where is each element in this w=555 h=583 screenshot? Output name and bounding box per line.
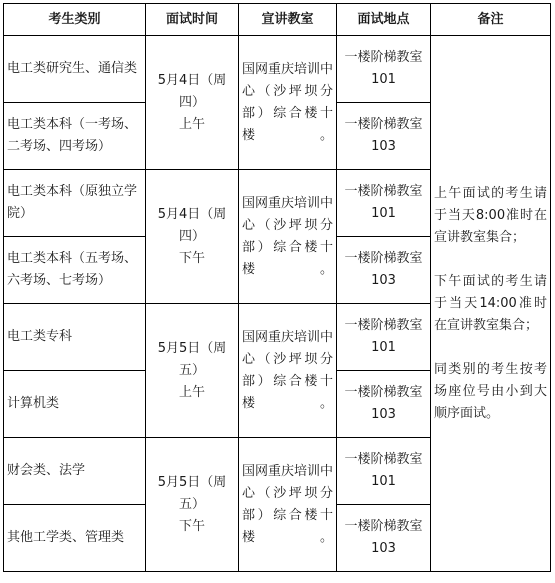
header-category: 考生类别	[4, 4, 146, 36]
category-cell: 电工类本科（一考场、二考场、四考场）	[4, 103, 146, 170]
location-cell	[337, 237, 431, 304]
interview-date: 5月4日（周四）	[157, 72, 227, 110]
location-number: 101	[371, 72, 396, 87]
header-note: 备注	[431, 4, 551, 36]
interview-period: 下午	[178, 250, 205, 266]
location-number: 101	[371, 340, 396, 355]
location-cell	[337, 170, 431, 237]
category-cell: 电工类本科（五考场、六考场、七考场）	[4, 237, 146, 304]
interview-time-cell	[146, 36, 239, 170]
location-name: 一楼阶梯教室	[344, 184, 423, 199]
location-name: 一楼阶梯教室	[344, 452, 423, 467]
briefing-room-cell: 国网重庆培训中心（沙坪坝分部）综合楼十楼。	[239, 170, 337, 304]
location-number: 103	[371, 541, 396, 556]
location-cell	[337, 371, 431, 438]
location-number: 101	[371, 474, 396, 489]
interview-period: 下午	[178, 518, 205, 534]
note-order: 同类别的考生按考场座位号由小到大顺序面试。	[434, 361, 547, 421]
location-number: 103	[371, 273, 396, 288]
header-location: 面试地点	[337, 4, 431, 36]
note-morning: 上午面试的考生请于当天8:00准时在宣讲教室集合；	[434, 185, 547, 245]
location-cell	[337, 304, 431, 371]
location-cell	[337, 36, 431, 103]
briefing-room-cell: 国网重庆培训中心（沙坪坝分部）综合楼十楼。	[239, 304, 337, 438]
interview-period: 上午	[178, 116, 205, 132]
location-name: 一楼阶梯教室	[344, 117, 423, 132]
category-cell: 电工类本科（原独立学院）	[4, 170, 146, 237]
header-row	[4, 4, 551, 36]
location-cell	[337, 438, 431, 505]
location-number: 101	[371, 206, 396, 221]
note-afternoon: 下午面试的考生请于当天14:00准时在宣讲教室集合；	[434, 273, 547, 333]
location-name: 一楼阶梯教室	[344, 519, 423, 534]
category-cell: 其他工学类、管理类	[4, 505, 146, 572]
location-cell	[337, 505, 431, 572]
header-room: 宣讲教室	[239, 4, 337, 36]
location-name: 一楼阶梯教室	[344, 50, 423, 65]
location-number: 103	[371, 139, 396, 154]
interview-schedule-table	[3, 3, 551, 572]
location-number: 103	[371, 407, 396, 422]
location-cell	[337, 103, 431, 170]
category-cell: 财会类、法学	[4, 438, 146, 505]
category-cell: 计算机类	[4, 371, 146, 438]
interview-time-cell	[146, 438, 239, 572]
interview-date: 5月5日（周五）	[157, 340, 227, 378]
table-row	[4, 36, 551, 103]
interview-date: 5月4日（周四）	[157, 206, 227, 244]
interview-time-cell	[146, 170, 239, 304]
location-name: 一楼阶梯教室	[344, 251, 423, 266]
interview-period: 上午	[178, 384, 205, 400]
location-name: 一楼阶梯教室	[344, 318, 423, 333]
interview-date: 5月5日（周五）	[157, 474, 227, 512]
header-time: 面试时间	[146, 4, 239, 36]
notes-cell	[431, 36, 551, 572]
briefing-room-cell: 国网重庆培训中心（沙坪坝分部）综合楼十楼。	[239, 438, 337, 572]
category-cell: 电工类研究生、通信类	[4, 36, 146, 103]
interview-time-cell	[146, 304, 239, 438]
location-name: 一楼阶梯教室	[344, 385, 423, 400]
briefing-room-cell: 国网重庆培训中心（沙坪坝分部）综合楼十楼。	[239, 36, 337, 170]
category-cell: 电工类专科	[4, 304, 146, 371]
